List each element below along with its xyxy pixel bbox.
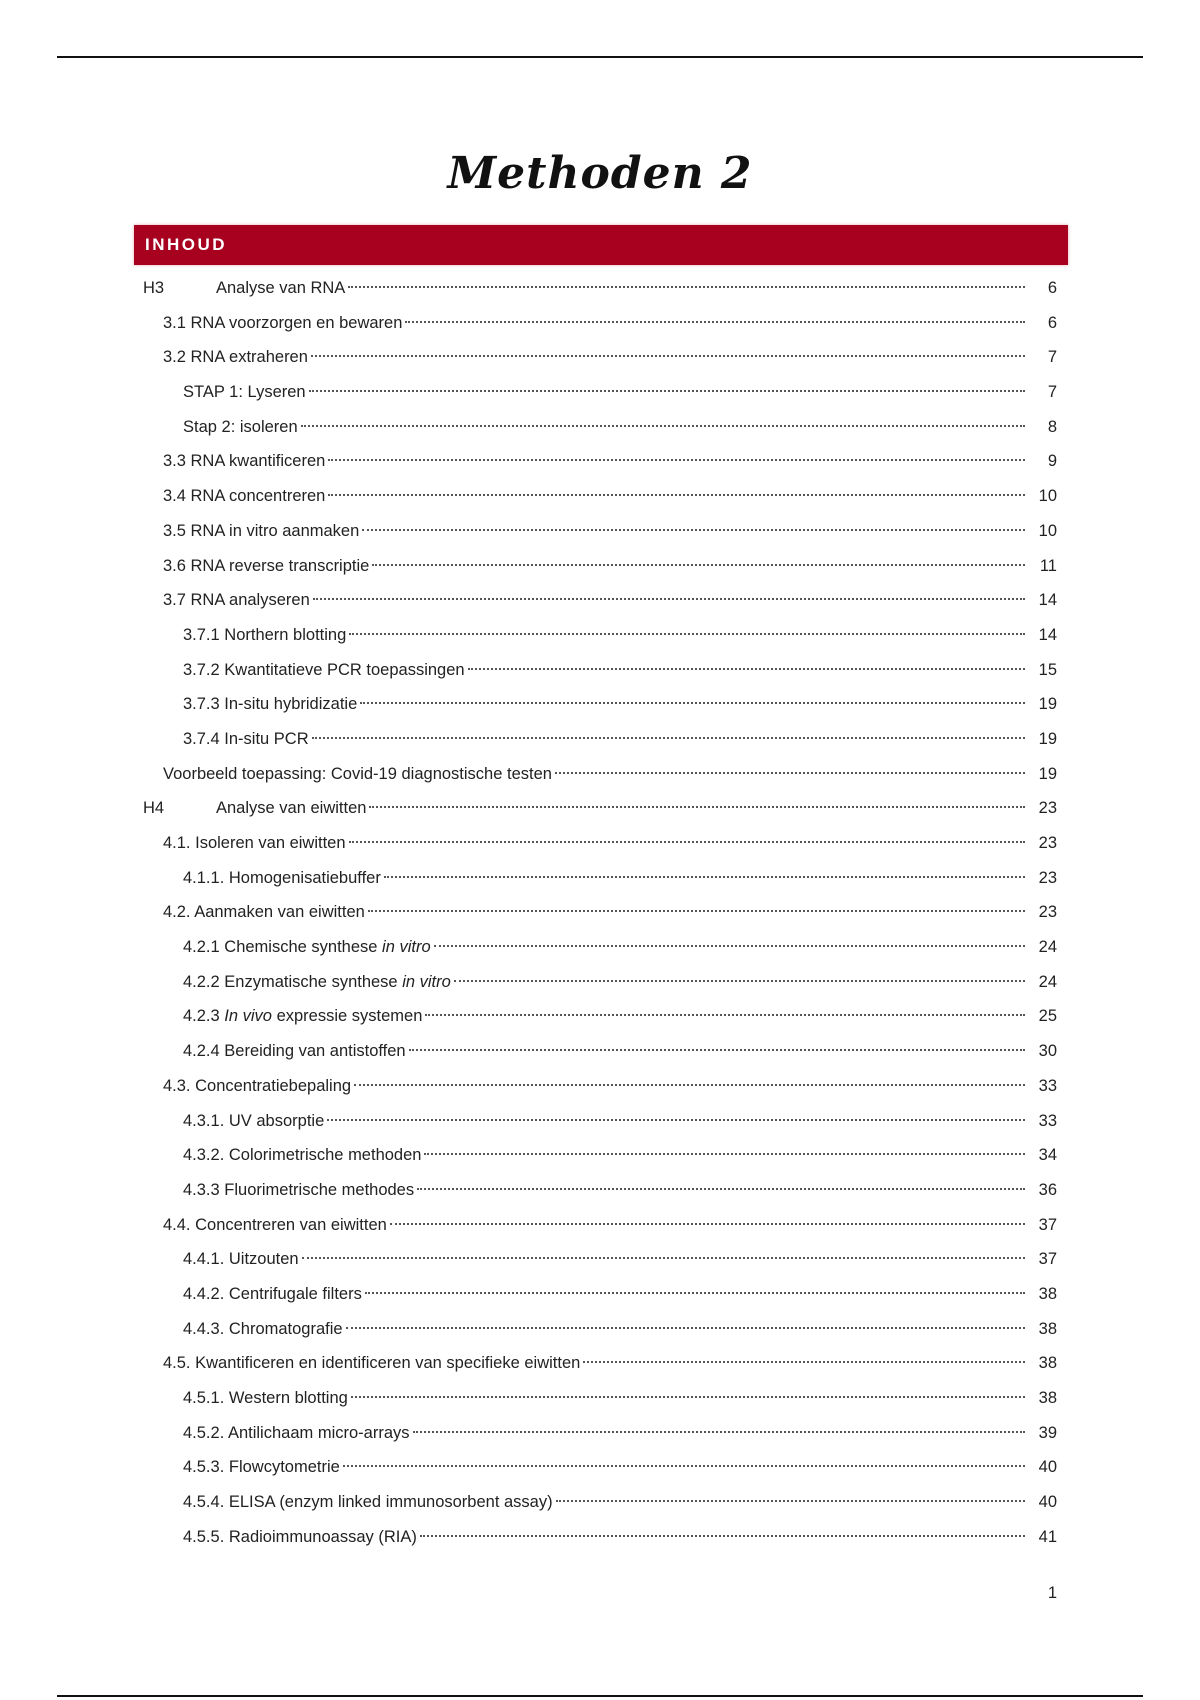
toc-entry[interactable]: [0, 1455, 1200, 1490]
toc-dot-leader: [301, 425, 1025, 427]
toc-entry-title-part: 4.2.2 Enzymatische synthese: [183, 972, 403, 991]
toc-entry-page-number: 14: [1038, 625, 1057, 644]
toc-entry[interactable]: [0, 1213, 1200, 1248]
toc-entry-title: 3.7.3 In-situ hybridizatie: [183, 695, 358, 714]
toc-dot-leader: [365, 1292, 1025, 1294]
toc-entry-page-number: 23: [1038, 834, 1057, 852]
toc-dot-leader: [346, 1327, 1025, 1329]
toc-entry-chapter-number: H4: [143, 799, 165, 818]
toc-entry-page-number: 23: [1038, 868, 1057, 887]
toc-entry-title-part: expressie systemen: [271, 1007, 423, 1026]
toc-entry[interactable]: [0, 345, 1200, 380]
toc-entry[interactable]: [0, 554, 1200, 589]
toc-entry[interactable]: [0, 900, 1200, 935]
toc-entry-title: 4.5.2. Antilichaam micro-arrays: [183, 1423, 410, 1442]
toc-entry-page-number: 19: [1038, 764, 1057, 783]
toc-entry-title: Analyse van eiwitten: [216, 799, 367, 818]
toc-entry-page-number: 25: [1038, 1007, 1057, 1026]
toc-entry-title: 4.5.1. Western blotting: [183, 1389, 348, 1407]
toc-dot-leader: [405, 321, 1025, 323]
toc-entry-title: 3.4 RNA concentreren: [163, 487, 326, 506]
toc-dot-leader: [351, 1396, 1025, 1398]
toc-entry-title: 3.1 RNA voorzorgen en bewaren: [163, 313, 403, 332]
toc-dot-leader: [417, 1188, 1025, 1190]
toc-entry[interactable]: [0, 380, 1200, 415]
toc-entry[interactable]: [0, 1351, 1200, 1386]
toc-dot-leader: [369, 806, 1025, 808]
toc-entry-title: Stap 2: isoleren: [183, 417, 298, 436]
toc-dot-leader: [425, 1014, 1025, 1016]
toc-entry-page-number: 33: [1038, 1076, 1057, 1095]
toc-entry[interactable]: [0, 727, 1200, 762]
toc-entry[interactable]: [0, 1039, 1200, 1074]
section-banner-label: INHOUD: [145, 235, 228, 254]
toc-entry-title-italic: In vivo: [224, 1007, 272, 1026]
toc-entry-title: Analyse van RNA: [216, 279, 346, 297]
toc-entry-page-number: 23: [1038, 799, 1057, 818]
toc-dot-leader: [348, 286, 1025, 288]
toc-dot-leader: [390, 1223, 1025, 1225]
toc-entry-title: 3.7.2 Kwantitatieve PCR toepassingen: [183, 660, 465, 679]
toc-entry-title: 4.5.3. Flowcytometrie: [183, 1458, 340, 1477]
toc-entry-title-part: 4.2.1 Chemische synthese: [183, 938, 383, 957]
toc-entry-title: 4.2.4 Bereiding van antistoffen: [183, 1042, 406, 1061]
toc-dot-leader: [372, 564, 1025, 566]
toc-entry-page-number: 41: [1038, 1527, 1057, 1546]
toc-entry[interactable]: [0, 1490, 1200, 1525]
toc-entry[interactable]: [0, 1317, 1200, 1352]
toc-entry-page-number: 33: [1038, 1111, 1057, 1130]
toc-dot-leader: [328, 494, 1025, 496]
toc-dot-leader: [583, 1361, 1025, 1363]
toc-dot-leader: [384, 876, 1025, 878]
toc-entry[interactable]: [0, 276, 1200, 311]
toc-dot-leader: [468, 668, 1025, 670]
toc-entry-page-number: 7: [1047, 348, 1057, 367]
toc-entry-page-number: 38: [1038, 1354, 1057, 1373]
toc-entry-title: 4.3.1. UV absorptie: [183, 1111, 325, 1130]
toc-entry[interactable]: [0, 1074, 1200, 1109]
toc-entry[interactable]: [0, 831, 1200, 866]
toc-entry-title-italic: in vitro: [402, 972, 451, 991]
toc-entry-page-number: 15: [1038, 660, 1057, 679]
toc-entry-title: 3.7 RNA analyseren: [163, 591, 310, 610]
toc-entry-title: [183, 1004, 422, 1028]
toc-entry-page-number: 19: [1038, 695, 1057, 714]
toc-entry-title: 4.4.1. Uitzouten: [183, 1250, 299, 1269]
toc-dot-leader: [556, 1500, 1025, 1502]
toc-entry-page-number: 19: [1038, 729, 1057, 748]
toc-entry[interactable]: [0, 1421, 1200, 1456]
toc-dot-leader: [409, 1049, 1025, 1051]
toc-entry-title: 4.3.2. Colorimetrische methoden: [183, 1146, 422, 1165]
toc-entry[interactable]: [0, 1178, 1200, 1213]
toc-entry-page-number: 7: [1047, 383, 1057, 402]
toc-entry[interactable]: [0, 449, 1200, 484]
toc-entry-page-number: 6: [1047, 279, 1057, 297]
toc-entry-page-number: 36: [1038, 1180, 1057, 1199]
toc-entry-page-number: 38: [1038, 1389, 1057, 1407]
toc-entry-page-number: 24: [1038, 938, 1057, 957]
header-rule: [57, 56, 1143, 58]
toc-entry-title: 4.1.1. Homogenisatiebuffer: [183, 868, 381, 887]
toc-entry[interactable]: [0, 588, 1200, 623]
toc-entry-page-number: 6: [1047, 313, 1057, 332]
toc-entry-page-number: 30: [1038, 1042, 1057, 1061]
toc-entry-title: Voorbeeld toepassing: Covid-19 diagnostische testen: [163, 764, 552, 783]
toc-entry[interactable]: [0, 1109, 1200, 1144]
toc-entry-page-number: 34: [1038, 1146, 1057, 1165]
toc-entry-page-number: 40: [1038, 1458, 1057, 1477]
toc-dot-leader: [368, 910, 1025, 912]
toc-dot-leader: [434, 945, 1025, 947]
toc-entry-page-number: 11: [1039, 556, 1057, 575]
toc-dot-leader: [454, 980, 1025, 982]
toc-entry-page-number: 10: [1038, 521, 1057, 540]
toc-entry-page-number: 8: [1047, 417, 1057, 436]
toc-entry[interactable]: [0, 1386, 1200, 1421]
toc-entry-page-number: 38: [1038, 1284, 1057, 1303]
toc-entry-title: 4.5.5. Radioimmunoassay (RIA): [183, 1527, 417, 1546]
toc-dot-leader: [328, 459, 1025, 461]
toc-dot-leader: [309, 390, 1025, 392]
toc-entry-title: 4.4. Concentreren van eiwitten: [163, 1215, 387, 1234]
toc-entry-page-number: 14: [1038, 591, 1057, 610]
toc-entry[interactable]: [0, 692, 1200, 727]
toc-entry[interactable]: [0, 935, 1200, 970]
toc-dot-leader: [302, 1257, 1025, 1259]
toc-entry-title: 4.4.3. Chromatografie: [183, 1319, 343, 1338]
toc-entry[interactable]: [0, 970, 1200, 1005]
toc-entry-title: 4.5.4. ELISA (enzym linked immunosorbent assay): [183, 1493, 553, 1512]
toc-entry-page-number: 40: [1038, 1493, 1057, 1512]
section-banner: [134, 225, 1068, 265]
toc-entry-page-number: 39: [1038, 1423, 1057, 1442]
toc-entry[interactable]: [0, 1004, 1200, 1039]
toc-entry[interactable]: [0, 415, 1200, 450]
toc-entry-page-number: 37: [1038, 1250, 1057, 1269]
toc-dot-leader: [354, 1084, 1025, 1086]
toc-dot-leader: [313, 598, 1025, 600]
toc-entry-title: 4.5. Kwantificeren en identificeren van specifieke eiwitten: [163, 1354, 581, 1373]
page-number: 1: [1047, 1584, 1057, 1602]
toc-dot-leader: [349, 633, 1025, 635]
toc-entry-title: 3.7.1 Northern blotting: [183, 625, 347, 644]
document-title: Methoden 2: [447, 148, 753, 199]
toc-entry-title: 4.3.3 Fluorimetrische methodes: [183, 1180, 415, 1199]
toc-entry[interactable]: [0, 658, 1200, 693]
toc-entry-title: 3.6 RNA reverse transcriptie: [163, 556, 370, 575]
toc-dot-leader: [327, 1119, 1025, 1121]
toc-entry-page-number: 37: [1038, 1215, 1057, 1234]
toc-entry-title: 4.4.2. Centrifugale filters: [183, 1284, 362, 1303]
toc-dot-leader: [424, 1153, 1025, 1155]
toc-entry-title: [183, 970, 451, 994]
toc-dot-leader: [360, 702, 1025, 704]
toc-entry[interactable]: [0, 484, 1200, 519]
toc-entry[interactable]: [0, 866, 1200, 901]
toc-entry-page-number: 24: [1038, 972, 1057, 991]
table-of-contents: [0, 276, 1200, 1559]
toc-entry-title: 4.1. Isoleren van eiwitten: [163, 834, 346, 852]
toc-entry-page-number: 9: [1047, 452, 1057, 471]
toc-entry-title: 4.3. Concentratiebepaling: [163, 1076, 352, 1095]
toc-dot-leader: [413, 1431, 1026, 1433]
toc-entry-title: 3.3 RNA kwantificeren: [163, 452, 326, 471]
toc-entry[interactable]: [0, 311, 1200, 346]
toc-entry-title: 3.7.4 In-situ PCR: [183, 729, 309, 748]
toc-entry[interactable]: [0, 623, 1200, 658]
toc-dot-leader: [362, 529, 1025, 531]
toc-entry[interactable]: [0, 796, 1200, 831]
toc-entry-title: 3.5 RNA in vitro aanmaken: [163, 521, 360, 540]
toc-entry[interactable]: [0, 519, 1200, 554]
toc-entry-page-number: 10: [1038, 487, 1057, 506]
toc-dot-leader: [349, 841, 1025, 843]
toc-entry[interactable]: [0, 762, 1200, 797]
toc-entry-title: [183, 935, 431, 959]
toc-entry-page-number: 38: [1038, 1319, 1057, 1338]
toc-entry-title-italic: in vitro: [382, 938, 431, 957]
toc-entry-title-part: 4.2.3: [183, 1007, 225, 1026]
toc-dot-leader: [555, 772, 1025, 774]
toc-entry-title: 4.2. Aanmaken van eiwitten: [163, 903, 365, 922]
toc-entry-title: 3.2 RNA extraheren: [163, 348, 308, 367]
toc-entry[interactable]: [0, 1247, 1200, 1282]
toc-entry-title: STAP 1: Lyseren: [183, 383, 306, 402]
toc-entry[interactable]: [0, 1282, 1200, 1317]
toc-dot-leader: [343, 1465, 1025, 1467]
toc-dot-leader: [420, 1535, 1025, 1537]
toc-entry[interactable]: [0, 1143, 1200, 1178]
footer-rule: [57, 1695, 1143, 1697]
toc-entry[interactable]: [0, 1525, 1200, 1560]
toc-dot-leader: [311, 355, 1025, 357]
toc-entry-chapter-number: H3: [143, 279, 165, 297]
toc-entry-page-number: 23: [1038, 903, 1057, 922]
toc-dot-leader: [312, 737, 1025, 739]
